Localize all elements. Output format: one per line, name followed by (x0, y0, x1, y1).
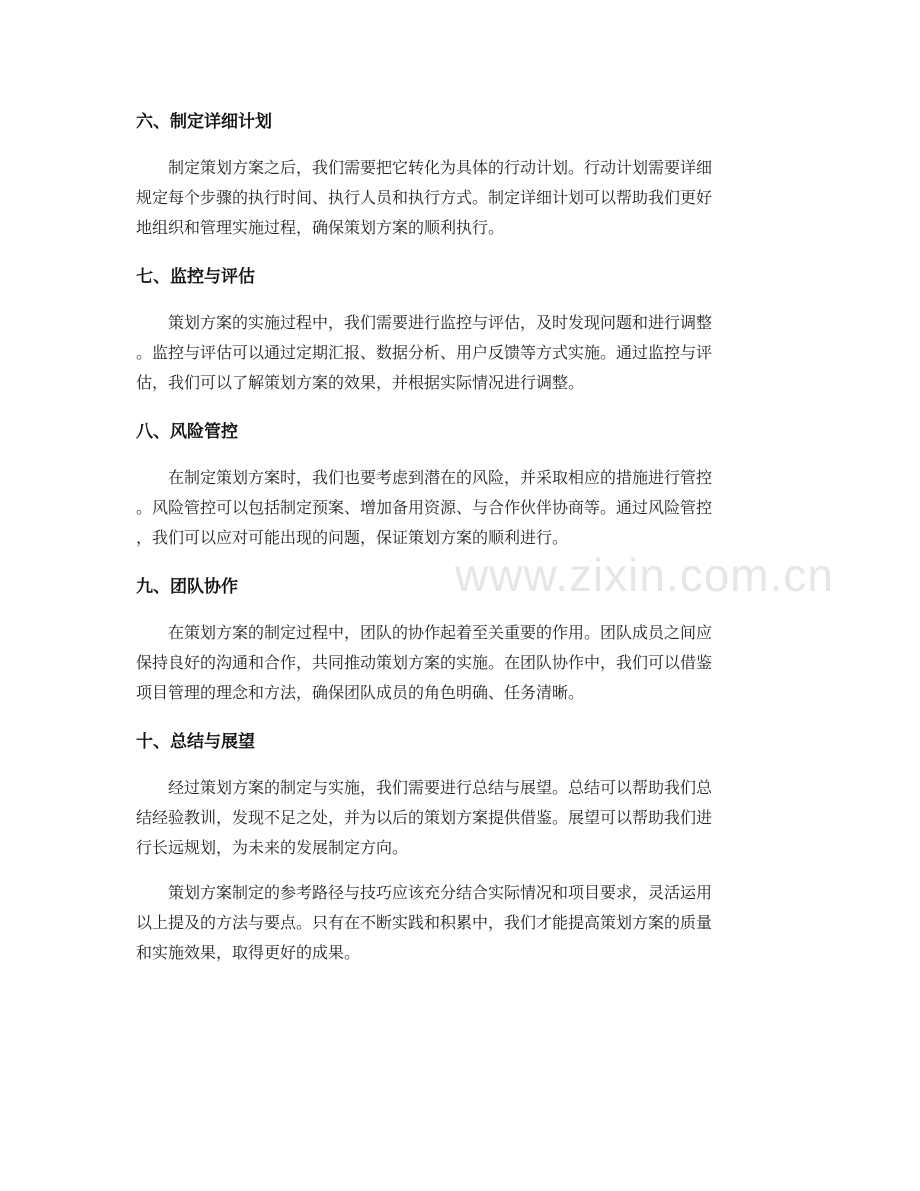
paragraph-line: 结经验教训，发现不足之处，并为以后的策划方案提供借鉴。展望可以帮助我们进 (136, 808, 713, 827)
watermark-text: www.zixin.com.cn (455, 549, 834, 601)
section-heading: 六、制定详细计划 (136, 112, 272, 132)
section-paragraph (136, 618, 796, 708)
paragraph-line: 在策划方案的制定过程中，团队的协作起着至关重要的作用。团队成员之间应 (168, 623, 713, 642)
paragraph-line: 行长远规划，为未来的发展制定方向。 (136, 838, 409, 857)
paragraph-line: 策划方案的实施过程中，我们需要进行监控与评估，及时发现问题和进行调整 (168, 313, 713, 332)
section-heading: 七、监控与评估 (136, 267, 255, 287)
paragraph-line: 经过策划方案的制定与实施，我们需要进行总结与展望。总结可以帮助我们总 (168, 778, 713, 797)
paragraph-line: 规定每个步骤的执行时间、执行人员和执行方式。制定详细计划可以帮助我们更好 (136, 188, 713, 207)
paragraph-line: 和实施效果，取得更好的成果。 (136, 943, 361, 962)
paragraph-line: 。风险管控可以包括制定预案、增加备用资源、与合作伙伴协商等。通过风险管控 (136, 498, 713, 517)
paragraph-line: 制定策划方案之后，我们需要把它转化为具体的行动计划。行动计划需要详细 (168, 158, 713, 177)
section-heading: 九、团队协作 (136, 577, 238, 597)
closing-paragraph (136, 878, 796, 968)
paragraph-line: 地组织和管理实施过程，确保策划方案的顺利执行。 (136, 218, 505, 237)
section-paragraph (136, 308, 796, 398)
paragraph-line: 在制定策划方案时，我们也要考虑到潜在的风险，并采取相应的措施进行管控 (168, 468, 713, 487)
paragraph-line: 策划方案制定的参考路径与技巧应该充分结合实际情况和项目要求，灵活运用 (168, 883, 713, 902)
paragraph-line: 保持良好的沟通和合作，共同推动策划方案的实施。在团队协作中，我们可以借鉴 (136, 653, 713, 672)
paragraph-line: 。监控与评估可以通过定期汇报、数据分析、用户反馈等方式实施。通过监控与评 (136, 343, 713, 362)
section-paragraph (136, 773, 796, 863)
section-heading: 十、总结与展望 (136, 732, 255, 752)
paragraph-line: ，我们可以应对可能出现的问题，保证策划方案的顺利进行。 (136, 528, 569, 547)
document-body (136, 103, 796, 968)
paragraph-line: 项目管理的理念和方法，确保团队成员的角色明确、任务清晰。 (136, 683, 585, 702)
paragraph-line: 估，我们可以了解策划方案的效果，并根据实际情况进行调整。 (136, 373, 585, 392)
paragraph-line: 以上提及的方法与要点。只有在不断实践和积累中，我们才能提高策划方案的质量 (136, 913, 713, 932)
section-heading: 八、风险管控 (136, 422, 238, 442)
section-paragraph (136, 153, 796, 243)
section-paragraph (136, 463, 796, 553)
